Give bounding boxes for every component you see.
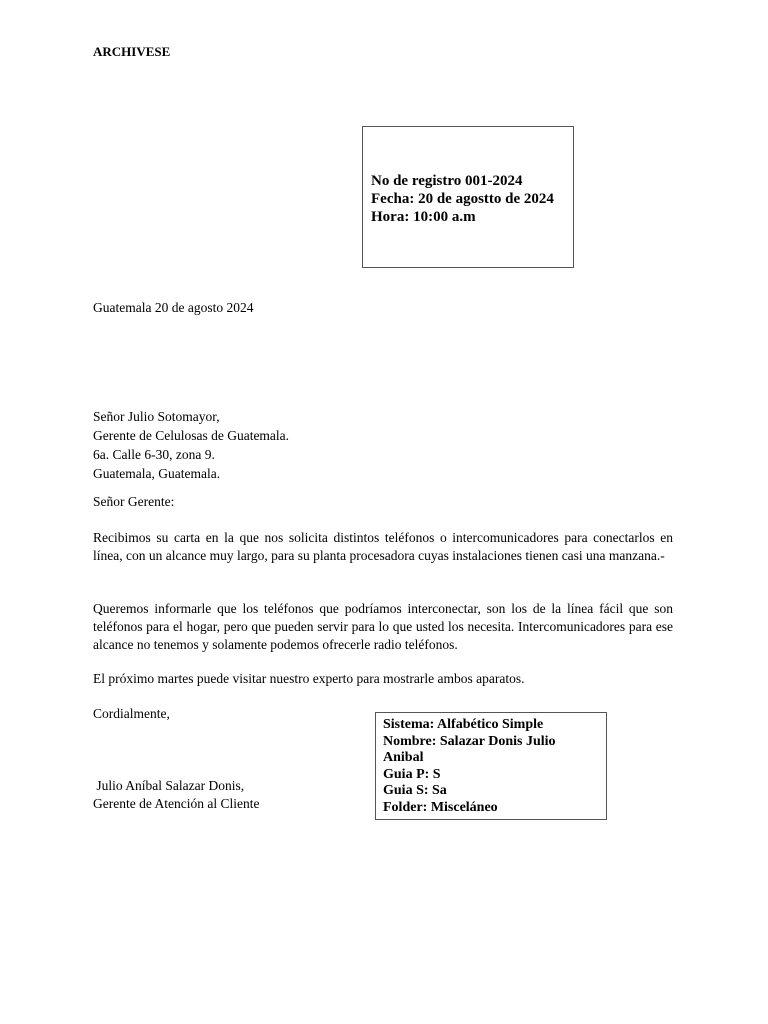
closing: Cordialmente, [93, 706, 170, 721]
filing-system: Sistema: Alfabético Simple [383, 717, 544, 732]
letter-date: Guatemala 20 de agosto 2024 [93, 300, 254, 315]
filing-primary-guide: Guia P: S [383, 766, 441, 782]
signer-name: Julio Aníbal Salazar Donis, [93, 778, 245, 793]
filing-name: Nombre: Salazar Donis Julio [383, 733, 556, 749]
recipient-city: Guatemala, Guatemala. [93, 466, 221, 481]
recipient-position: Gerente de Celulosas de Guatemala. [93, 428, 290, 443]
archive-heading: ARCHIVESE [93, 44, 171, 59]
registry-time: Hora: 10:00 a.m [371, 209, 476, 225]
filing-info-box [375, 712, 607, 820]
salutation: Señor Gerente: [93, 494, 175, 509]
body-paragraph-1: Recibimos su carta en la que nos solicita distintos teléfonos o intercomunicadores para conectarlos en línea, con un alcance muy largo, para su planta procesadora cuyas instalaciones tienen casi una manzana.- [93, 530, 673, 563]
filing-name-cont: Anibal [383, 750, 424, 765]
registry-date: Fecha: 20 de agostto de 2024 [371, 191, 554, 207]
body-paragraph-2: Queremos informarle que los teléfonos que podríamos interconectar, son los de la línea fácil que son teléfonos para el hogar, pero que pueden servir para lo que usted los necesita. Intercomunicadores para ese alcance no tenemos y solamente podemos ofrecerle radio teléfonos. [93, 601, 673, 652]
recipient-name: Señor Julio Sotomayor, [93, 409, 220, 424]
recipient-address [93, 407, 289, 483]
registry-number: No de registro 001-2024 [371, 173, 523, 189]
recipient-street: 6a. Calle 6-30, zona 9. [93, 447, 215, 462]
filing-secondary-guide: Guia S: Sa [383, 783, 447, 798]
filing-folder: Folder: Misceláneo [383, 799, 498, 815]
body-paragraph-3: El próximo martes puede visitar nuestro experto para mostrarle ambos aparatos. [93, 671, 525, 686]
registry-stamp-box [362, 126, 574, 268]
signature-block [93, 777, 259, 813]
signer-title: Gerente de Atención al Cliente [93, 796, 260, 811]
